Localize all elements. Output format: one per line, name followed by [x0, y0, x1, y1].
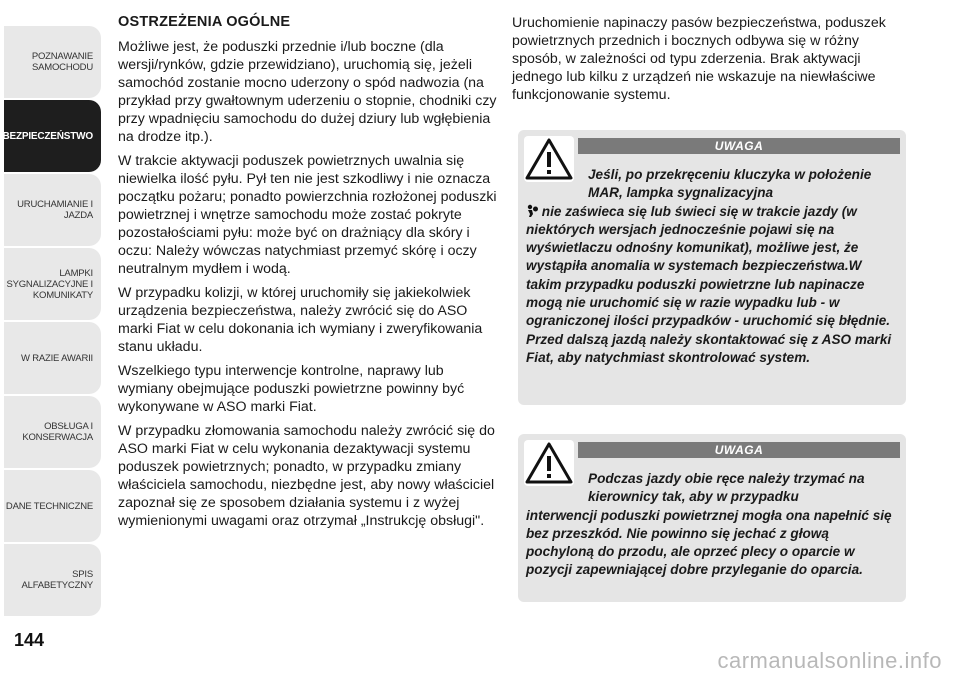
left-column [118, 14, 498, 536]
warning-text [526, 442, 898, 580]
warning-body: nie zaświeca się lub świeci się w trakcie jazdy (w niektórych wersjach jednocześnie pojawi się na wyświetlaczu odnośny komunikat), możliwe jest, że wystąpiła anomalia w systemach bezpieczeństwa.W takim przypadku poduszki powietrzne lub napinacze mogą nie uruchomić się w razie wypadku lub - w ograniczonej ilości przypadków - uruchomić się błędnie. Przed dalszą jazdą należy skontaktować się z ASO marki Fiat, aby natychmiast skontrolować system. [526, 203, 892, 365]
warning-title: UWAGA [578, 138, 900, 154]
tab-poznawanie-samochodu[interactable]: POZNAWANIE SAMOCHODU [4, 26, 101, 98]
warning-lead: Podczas jazdy obie ręce należy trzymać na kierownicy tak, aby w przypadku [588, 471, 865, 505]
warning-box [518, 434, 906, 602]
paragraph: Wszelkiego typu interwencje kontrolne, naprawy lub wymiany obejmujące poduszki powietrzne powinny być wykonywane w ASO marki Fiat. [118, 363, 465, 415]
airbag-warning-light-icon [526, 204, 538, 218]
chapter-sidebar [0, 0, 103, 640]
paragraph: W przypadku złomowania samochodu należy zwrócić się do ASO marki Fiat w celu wykonania dezaktywacji systemu poduszek powietrznych; ponadto, w przypadku zmiany właściciela samochodu, niezbędne jest, aby nowy właściciel zapoznał się ze sposobem działania systemu i z wyżej wymienionymi uwagami oraz otrzymał „Instrukcję obsługi". [118, 423, 495, 529]
paragraph: Możliwe jest, że poduszki przednie i/lub boczne (dla wersji/rynków, gdzie przewidziano), uruchomią się, jeżeli samochód zostanie mocno uderzony o spód nadwozia (na przykład przy gwałtownym uderzeniu o stopnie, chodniki czy przy wpadnięciu samochodu do dużej dziury lub wgłębienia na drodze itp.). [118, 39, 497, 145]
warning-title: UWAGA [578, 442, 900, 458]
paragraph: W przypadku kolizji, w której uruchomiły się jakiekolwiek urządzenia bezpieczeństwa, należy zwrócić się do ASO marki Fiat w celu dokonania ich wymiany i zweryfikowania stanu układu. [118, 285, 483, 355]
warning-triangle-icon [524, 440, 574, 486]
tab-obsluga-i-konserwacja[interactable]: OBSŁUGA I KONSERWACJA [4, 396, 101, 468]
paragraph: W trakcie aktywacji poduszek powietrznych uwalnia się niewielka ilość pyłu. Pył ten nie jest szkodliwy i nie oznacza początku pożaru; ponadto powierzchnia rozłożonej poduszki powietrznej i wnętrze samochodu może zostać pokryte pozostałościami pyłu: może być on drażniący dla skóry i oczu: Należy wówczas natychmiast przemyć skórę i oczy neutralnym mydłem i wodą. [118, 153, 497, 277]
page-number: 144 [14, 630, 45, 650]
tab-w-razie-awarii[interactable]: W RAZIE AWARII [4, 322, 101, 394]
warning-text [526, 138, 898, 367]
warning-body: interwencji poduszki powietrznej mogła ona napełnić się bez przeszkód. Nie powinno się jechać z głową pochyloną do przodu, ale oprzeć plecy o oparcie w pozycji zapewniającej dobre przyleganie do oparcia. [526, 507, 892, 578]
watermark: carmanualsonline.info [717, 648, 942, 673]
warning-lead: Jeśli, po przekręceniu kluczyka w położenie MAR, lampka sygnalizacyjna [588, 167, 872, 201]
tab-dane-techniczne[interactable]: DANE TECHNICZNE [4, 470, 101, 542]
section-heading: OSTRZEŻENIA OGÓLNE [118, 14, 291, 30]
right-column [512, 14, 908, 104]
warning-triangle-icon [524, 136, 574, 182]
warning-box [518, 130, 906, 405]
tab-bezpieczenstwo[interactable]: BEZPIECZEŃSTWO [4, 100, 101, 172]
tab-lampki-sygnalizacyjne[interactable]: LAMPKI SYGNALIZACYJNE I KOMUNIKATY [4, 248, 101, 320]
tab-uruchamianie-i-jazda[interactable]: URUCHAMIANIE I JAZDA [4, 174, 101, 246]
tab-spis-alfabetyczny[interactable]: SPIS ALFABETYCZNY [4, 544, 101, 616]
intro-paragraph: Uruchomienie napinaczy pasów bezpieczeństwa, poduszek powietrznych przednich i bocznych odbywa się w różny sposób, w zależności od typu zderzenia. Brak aktywacji jednego lub kilku z urządzeń nie wskazuje na niewłaściwe funkcjonowanie systemu. [512, 15, 886, 103]
